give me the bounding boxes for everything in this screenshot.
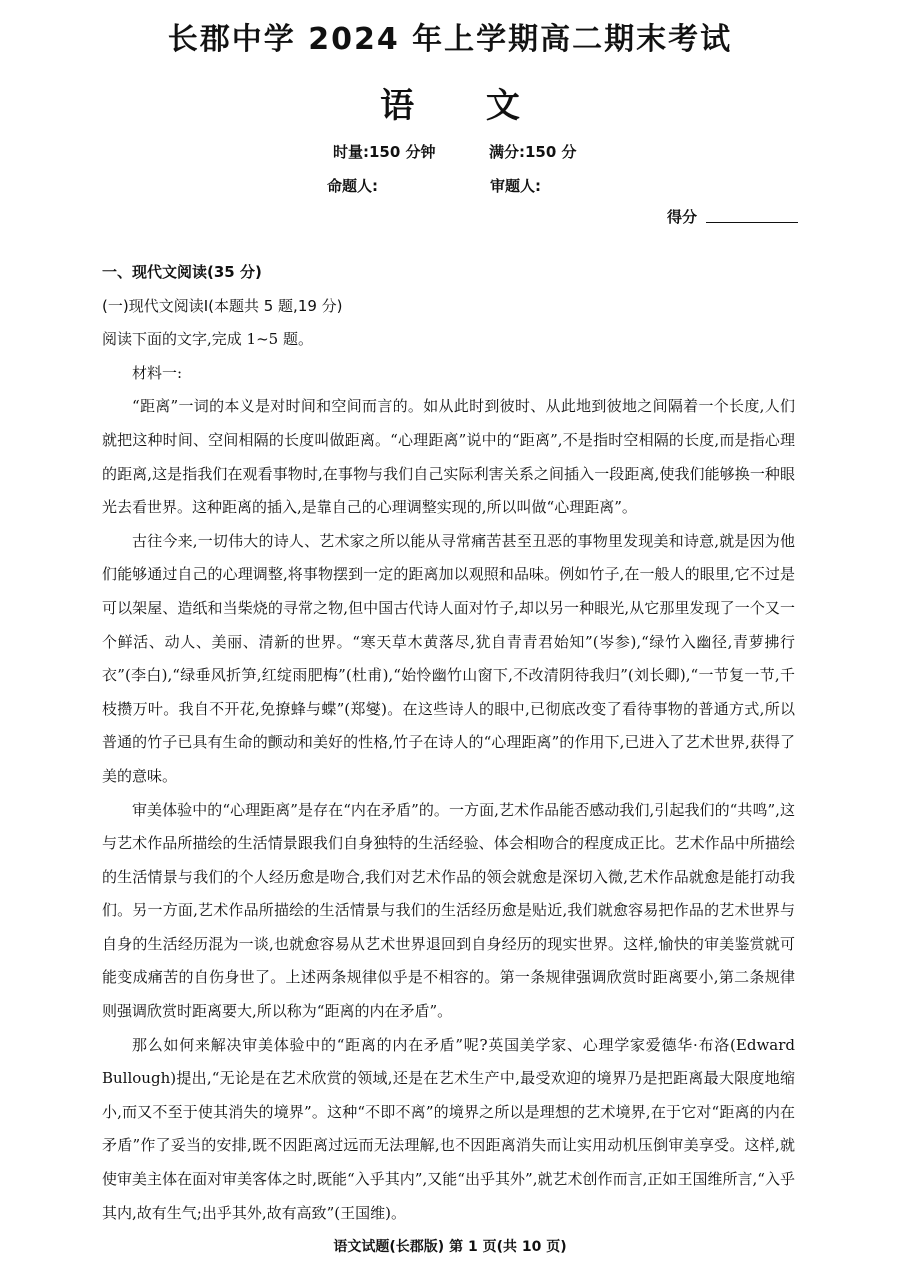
paragraph: 审美体验中的“心理距离”是存在“内在矛盾”的。一方面,艺术作品能否感动我们,引起我们的“共鸣”,这与艺术作品所描绘的生活情景跟我们自身独特的生活经验、体会相吻合的程度成正比。艺术作品中所描绘的生活情景与我们的个人经历愈是吻合,我们对艺术作品的领会就愈是深切入微,艺术作品就愈是能打动我们。另一方面,艺术作品所描绘的生活情景与我们的生活经历愈是贴近,我们就愈容易把作品的艺术世界与自身的生活经历混为一谈,也就愈容易从艺术世界退回到自身经历的现实世界。这样,愉快的审美鉴赏就可能变成痛苦的自伤身世了。上述两条规律似乎是不相容的。第一条规律强调欣赏时距离要小,第二条规律则强调欣赏时距离要大,所以称为“距离的内在矛盾”。 bbox=[102, 800, 795, 1021]
section-instruction: 阅读下面的文字,完成 1~5 题。 bbox=[102, 330, 313, 349]
score-blank-line bbox=[706, 222, 798, 223]
paragraph: “距离”一词的本义是对时间和空间而言的。如从此时到彼时、从此地到彼地之间隔着一个长度,人们就把这种时间、空间相隔的长度叫做距离。“心理距离”说中的“距离”,不是指时空相隔的长度,而是指心理的距离,这是指我们在观看事物时,在事物与我们自己实际利害关系之间插入一段距离,使我们能够换一种眼光去看世界。这种距离的插入,是靠自己的心理调整实现的,所以叫做“心理距离”。 bbox=[102, 397, 795, 517]
reading-section bbox=[102, 256, 795, 1230]
question-reviewer: 审题人: bbox=[490, 177, 541, 195]
full-score: 满分:150 分 bbox=[489, 143, 577, 161]
page-footer: 语文试题(长郡版) 第 1 页(共 10 页) bbox=[333, 1239, 567, 1255]
exam-title: 长郡中学 2024 年上学期高二期末考试 bbox=[167, 22, 733, 57]
section-heading: 一、现代文阅读(35 分) bbox=[102, 263, 262, 281]
score-label: 得分 bbox=[667, 208, 698, 226]
paragraph: 古往今来,一切伟大的诗人、艺术家之所以能从寻常痛苦甚至丑恶的事物里发现美和诗意,就是因为他们能够通过自己的心理调整,将事物摆到一定的距离加以观照和品味。例如竹子,在一般人的眼里,它不过是可以架屋、造纸和当柴烧的寻常之物,但中国古代诗人面对竹子,却以另一种眼光,从它那里发现了一个又一个鲜活、动人、美丽、清新的世界。“寒天草木黄落尽,犹自青青君始知”(岑参),“绿竹入幽径,青萝拂行衣”(李白),“绿垂风折笋,红绽雨肥梅”(杜甫),“始怜幽竹山窗下,不改清阴待我归”(刘长卿),“一节复一节,千枝攒万叶。我自不开花,免撩蜂与蝶”(郑燮)。在这些诗人的眼中,已彻底改变了看待事物的普通方式,所以普通的竹子已具有生命的颤动和美好的性格,竹子在诗人的“心理距离”的作用下,已进入了艺术世界,获得了美的意味。 bbox=[102, 531, 795, 785]
section-subheading: (一)现代文阅读Ⅰ(本题共 5 题,19 分) bbox=[102, 296, 343, 315]
material-label: 材料一: bbox=[132, 363, 183, 382]
subject-title: 语 文 bbox=[380, 86, 520, 126]
question-setter: 命题人: bbox=[327, 177, 378, 195]
paragraph: 那么如何来解决审美体验中的“距离的内在矛盾”呢?英国美学家、心理学家爱德华·布洛(Edward Bullough)提出,“无论是在艺术欣赏的领域,还是在艺术生产中,最受欢迎的境界乃是把距离最大限度地缩小,而又不至于使其消失的境界”。这种“不即不离”的境界之所以是理想的艺术境界,在于它对“距离的内在矛盾”作了妥当的安排,既不因距离过远而无法理解,也不因距离消失而让实用动机压倒审美享受。这样,就使审美主体在面对审美客体之时,既能“入乎其内”,又能“出乎其外”,就艺术创作而言,正如王国维所言,“入乎其内,故有生气;出乎其外,故有高致”(王国维)。 bbox=[102, 1035, 795, 1222]
time-limit: 时量:150 分钟 bbox=[333, 143, 436, 161]
